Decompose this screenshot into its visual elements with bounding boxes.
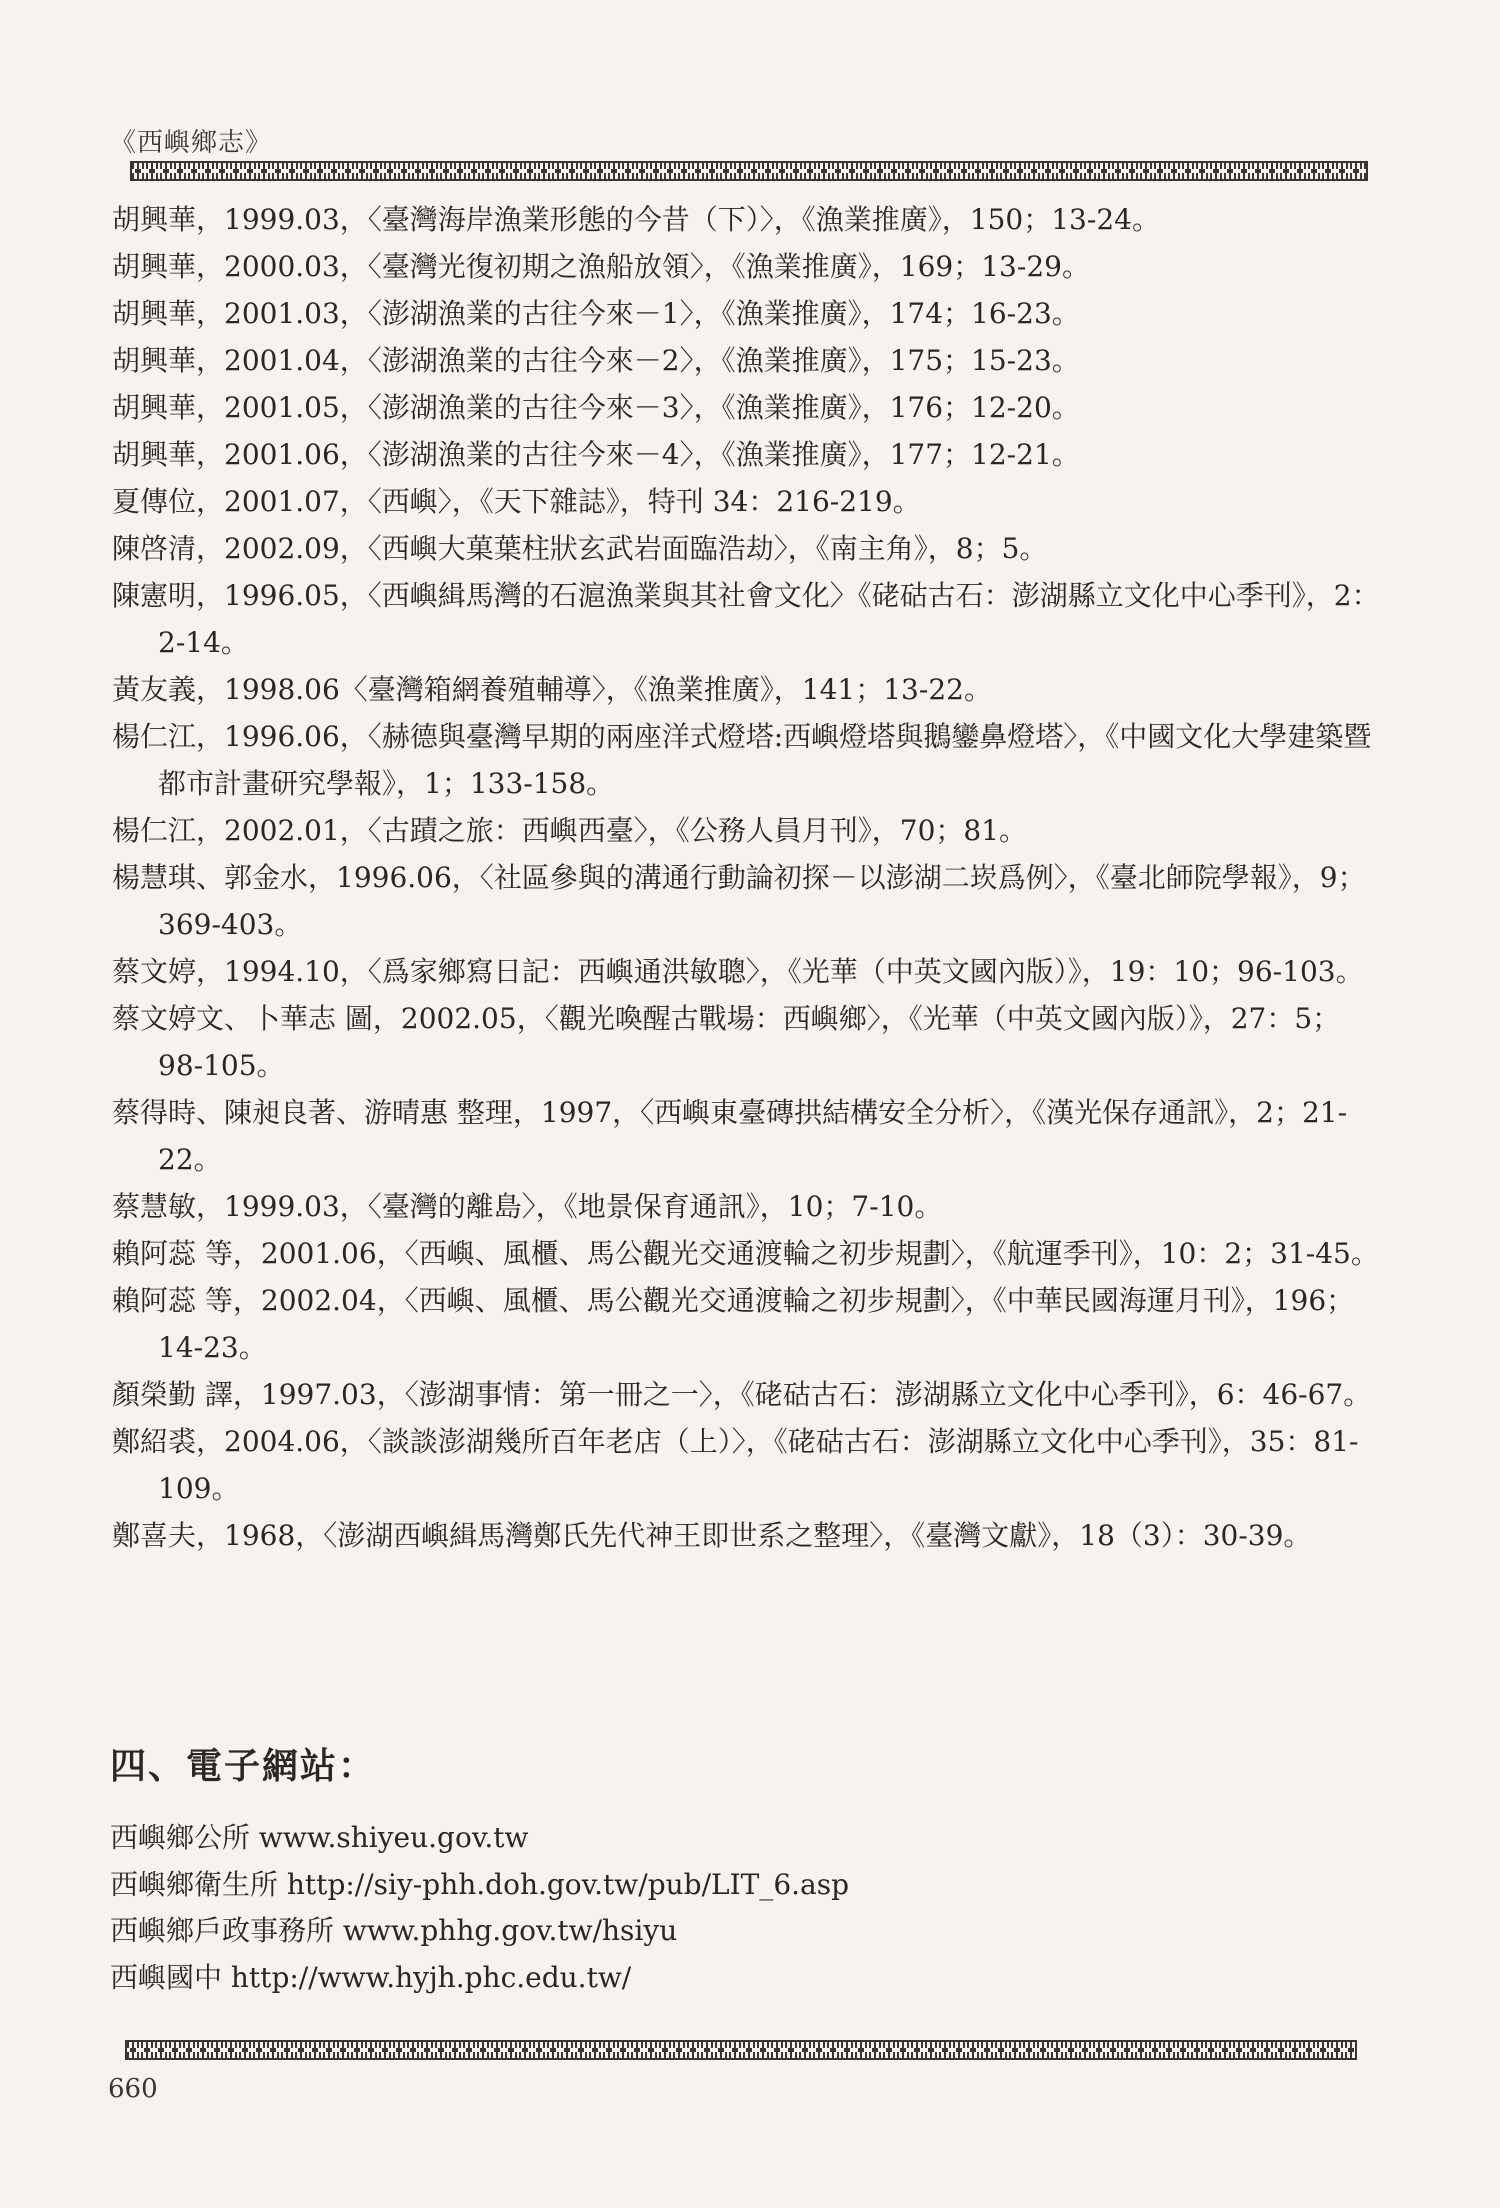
reference-entry: 賴阿蕊 等，2002.04，〈西嶼、風櫃、馬公觀光交通渡輪之初步規劃〉，《中華民國海運月刊》，196；14-23。 (112, 1284, 1355, 1364)
reference-entry: 楊仁江，1996.06，〈赫德與臺灣早期的兩座洋式燈塔:西嶼燈塔與鵝鑾鼻燈塔〉，《中國文化大學建築暨都市計畫研究學報》，1；133-158。 (112, 720, 1372, 800)
website-entry: 西嶼鄉戶政事務所 www.phhg.gov.tw/hsiyu (110, 1914, 678, 1947)
reference-list (112, 196, 1382, 1559)
section-heading: 四、電子網站： (110, 1745, 377, 1787)
running-head: 《西嶼鄉志》 (110, 128, 273, 158)
reference-entry: 胡興華，2000.03，〈臺灣光復初期之漁船放領〉，《漁業推廣》，169；13-29。 (112, 250, 1090, 283)
reference-entry: 楊仁江，2002.01，〈古蹟之旅：西嶼西臺〉，《公務人員月刊》，70；81。 (112, 814, 1028, 847)
website-entry: 西嶼鄉衛生所 http://siy-phh.doh.gov.tw/pub/LIT_6.asp (110, 1867, 850, 1901)
reference-entry: 蔡文婷文、卜華志 圖，2002.05，〈觀光喚醒古戰場：西嶼鄉〉，《光華（中英文國內版）》，27：5；98-105。 (112, 1002, 1341, 1082)
reference-entry: 夏傳位，2001.07，〈西嶼〉，《天下雜誌》，特刊 34：216-219。 (112, 485, 921, 518)
reference-entry: 陳啓清，2002.09，〈西嶼大菓葉柱狀玄武岩面臨浩劫〉，《南主角》，8；5。 (112, 532, 1048, 565)
bottom-ornamental-border (125, 2040, 1357, 2060)
reference-entry: 陳憲明，1996.05，〈西嶼緝馬灣的石滬漁業與其社會文化〉《硓𥑮古石：澎湖縣立文化中心季刊》，2：2-14。 (112, 579, 1380, 659)
page-number: 660 (108, 2074, 158, 2104)
top-ornamental-border (130, 161, 1368, 181)
reference-entry: 胡興華，2001.03，〈澎湖漁業的古往今來－1〉，《漁業推廣》，174；16-23。 (112, 297, 1080, 330)
reference-entry: 鄭紹裘，2004.06，〈談談澎湖幾所百年老店（上）〉，《硓𥑮古石：澎湖縣立文化中心季刊》，35：81-109。 (112, 1425, 1359, 1505)
website-list (110, 1815, 849, 2001)
reference-entry: 蔡得時、陳昶良著、游晴惠 整理，1997，〈西嶼東臺磚拱結構安全分析〉，《漢光保存通訊》，2；21-22。 (112, 1096, 1348, 1176)
reference-entry: 賴阿蕊 等，2001.06，〈西嶼、風櫃、馬公觀光交通渡輪之初步規劃〉，《航運季刊》，10：2；31-45。 (112, 1237, 1379, 1270)
reference-entry: 胡興華，2001.05，〈澎湖漁業的古往今來－3〉，《漁業推廣》，176；12-20。 (112, 391, 1080, 424)
reference-entry: 蔡文婷，1994.10，〈爲家鄉寫日記：西嶼通洪敏聰〉，《光華（中英文國內版）》，19：10；96-103。 (112, 955, 1364, 988)
reference-entry: 蔡慧敏，1999.03，〈臺灣的離島〉，《地景保育通訊》，10；7-10。 (112, 1190, 943, 1223)
reference-entry: 胡興華，2001.04，〈澎湖漁業的古往今來－2〉，《漁業推廣》，175；15-23。 (112, 344, 1080, 377)
reference-entry: 楊慧琪、郭金水，1996.06，〈社區參與的溝通行動論初探－以澎湖二崁爲例〉，《臺北師院學報》，9；369-403。 (112, 861, 1366, 941)
reference-entry: 顏榮勤 譯，1997.03，〈澎湖事情：第一冊之一〉，《硓𥑮古石：澎湖縣立文化中心季刊》，6：46-67。 (112, 1378, 1372, 1411)
website-entry: 西嶼國中 http://www.hyjh.phc.edu.tw/ (110, 1960, 632, 1994)
reference-entry: 胡興華，1999.03，〈臺灣海岸漁業形態的今昔（下）〉，《漁業推廣》，150；13-24。 (112, 203, 1160, 236)
website-entry: 西嶼鄉公所 www.shiyeu.gov.tw (110, 1821, 529, 1854)
reference-entry: 黃友義，1998.06〈臺灣箱網養殖輔導〉，《漁業推廣》，141；13-22。 (112, 673, 992, 706)
reference-entry: 胡興華，2001.06，〈澎湖漁業的古往今來－4〉，《漁業推廣》，177；12-21。 (112, 438, 1080, 471)
reference-entry: 鄭喜夫，1968，〈澎湖西嶼緝馬灣鄭氏先代神王即世系之整理〉，《臺灣文獻》，18（3）：30-39。 (112, 1519, 1312, 1552)
